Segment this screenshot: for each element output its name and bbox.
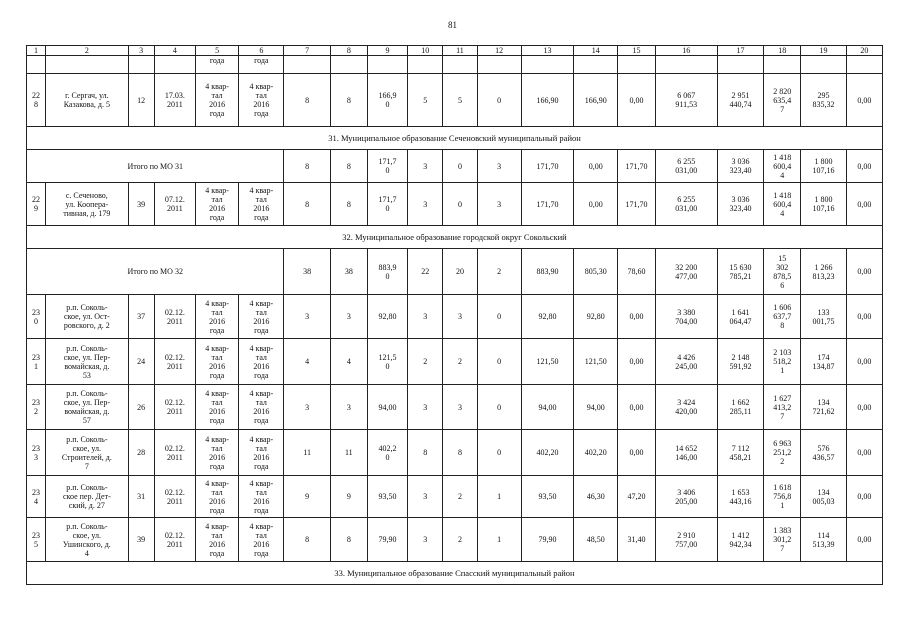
cell-c20: 0,00 xyxy=(846,339,882,385)
building-address: р.п. Соколь- ское, ул. Строителей, д. 7 xyxy=(46,430,128,476)
cell-c6: 4 квар- тал 2016 года xyxy=(239,339,284,385)
cell-c6: 4 квар- тал 2016 года xyxy=(239,183,284,226)
cell-c17: 1 641 064,47 xyxy=(717,295,763,339)
cell-c10: 2 xyxy=(408,339,443,385)
building-address: р.п. Соколь- ское, ул. Ост- ровского, д. 2 xyxy=(46,295,128,339)
cell-c7: 8 xyxy=(284,183,330,226)
cell-c8: 8 xyxy=(330,518,367,562)
cell-c15: 0,00 xyxy=(618,339,655,385)
cell-c5: 4 квар- тал 2016 года xyxy=(195,74,238,127)
cell-c14: 0,00 xyxy=(574,150,618,183)
building-row xyxy=(27,74,883,127)
cell-c9: 93,50 xyxy=(367,476,407,518)
column-number: 14 xyxy=(574,46,618,56)
column-number: 12 xyxy=(477,46,521,56)
column-number: 18 xyxy=(764,46,801,56)
section-heading: 31. Муниципальное образование Сеченовский муниципальный район xyxy=(27,127,883,150)
cell-c19: 1 800 107,16 xyxy=(801,183,846,226)
cell-c13: 94,00 xyxy=(521,385,573,430)
building-row xyxy=(27,476,883,518)
cell-c18: 1 418 600,4 4 xyxy=(764,150,801,183)
cell-c14: 94,00 xyxy=(574,385,618,430)
subtotal-row xyxy=(27,150,883,183)
building-row xyxy=(27,339,883,385)
page-number: 81 xyxy=(448,20,457,30)
cell-c6: 4 квар- тал 2016 года xyxy=(239,518,284,562)
cell-c15: 171,70 xyxy=(618,183,655,226)
cell-c11: 8 xyxy=(443,430,477,476)
building-row xyxy=(27,183,883,226)
cell-c14: 805,30 xyxy=(574,249,618,295)
building-address: с. Сеченово, ул. Коопера- тивная, д. 179 xyxy=(46,183,128,226)
cell-c8: 9 xyxy=(330,476,367,518)
cell-c6: 4 квар- тал 2016 года xyxy=(239,476,284,518)
column-number: 11 xyxy=(443,46,477,56)
cell-c20: 0,00 xyxy=(846,385,882,430)
cell-c3: 39 xyxy=(128,183,154,226)
cell-c15: 0,00 xyxy=(618,74,655,127)
cell-c16: 14 652 146,00 xyxy=(655,430,717,476)
cell-c20: 0,00 xyxy=(846,430,882,476)
cell-c12: 0 xyxy=(477,74,521,127)
cell-c9: 166,9 0 xyxy=(367,74,407,127)
cell-c5: 4 квар- тал 2016 года xyxy=(195,295,238,339)
cell-c8: 3 xyxy=(330,385,367,430)
cell-c8: 8 xyxy=(330,150,367,183)
row-number: 23 0 xyxy=(27,295,46,339)
cell-c8: 8 xyxy=(330,74,367,127)
cell-c8: 38 xyxy=(330,249,367,295)
cell-c14: 166,90 xyxy=(574,74,618,127)
cell-c8: 11 xyxy=(330,430,367,476)
row-number: 23 2 xyxy=(27,385,46,430)
cell-c12: 3 xyxy=(477,183,521,226)
cell-c11: 2 xyxy=(443,518,477,562)
section-heading-row xyxy=(27,562,883,585)
cell-c19: 1 266 813,23 xyxy=(801,249,846,295)
row-number: 22 9 xyxy=(27,183,46,226)
cell-c4: 02.12. 2011 xyxy=(154,430,195,476)
cell-c16: 6 255 031,00 xyxy=(655,183,717,226)
cell-c7: 3 xyxy=(284,385,330,430)
cell-c8: 8 xyxy=(330,183,367,226)
cell-c6: 4 квар- тал 2016 года xyxy=(239,74,284,127)
cell-c14: 402,20 xyxy=(574,430,618,476)
cell-c20: 0,00 xyxy=(846,183,882,226)
cell-c16: 6 067 911,53 xyxy=(655,74,717,127)
cell-c16: 3 380 704,00 xyxy=(655,295,717,339)
cell-c13: 171,70 xyxy=(521,150,573,183)
section-heading-row xyxy=(27,226,883,249)
section-heading: 33. Муниципальное образование Спасский муниципальный район xyxy=(27,562,883,585)
cell-c6: 4 квар- тал 2016 года xyxy=(239,295,284,339)
housing-register-table xyxy=(26,45,883,585)
cell-c16: 3 406 205,00 xyxy=(655,476,717,518)
cell-c16: 32 200 477,00 xyxy=(655,249,717,295)
cell-c19: 295 835,32 xyxy=(801,74,846,127)
cell-c3: 39 xyxy=(128,518,154,562)
cell-c17: 2 951 440,74 xyxy=(717,74,763,127)
cell-c13: 402,20 xyxy=(521,430,573,476)
cell-c13: 121,50 xyxy=(521,339,573,385)
building-address: г. Сергач, ул. Казакова, д. 5 xyxy=(46,74,128,127)
carry-over-row xyxy=(27,56,883,74)
building-row xyxy=(27,295,883,339)
cell-c10: 3 xyxy=(408,150,443,183)
cell-c20: 0,00 xyxy=(846,518,882,562)
section-heading: 32. Муниципальное образование городской округ Сокольский xyxy=(27,226,883,249)
cell-c10: 8 xyxy=(408,430,443,476)
cell-c6: 4 квар- тал 2016 года xyxy=(239,430,284,476)
cell-c4: 02.12. 2011 xyxy=(154,476,195,518)
cell-c17: 3 036 323,40 xyxy=(717,150,763,183)
cell-c7: 8 xyxy=(284,74,330,127)
subtotal-label: Итого по МО 32 xyxy=(27,249,284,295)
section-heading-row xyxy=(27,127,883,150)
cell-c12: 1 xyxy=(477,518,521,562)
cell-c19: 133 001,75 xyxy=(801,295,846,339)
cell-c5: 4 квар- тал 2016 года xyxy=(195,430,238,476)
cell-c4: 07.12. 2011 xyxy=(154,183,195,226)
column-number: 10 xyxy=(408,46,443,56)
cell-c10: 3 xyxy=(408,183,443,226)
cell-c18: 2 820 635,4 7 xyxy=(764,74,801,127)
cell-c12: 0 xyxy=(477,385,521,430)
cell-c11: 0 xyxy=(443,183,477,226)
cell-c7: 9 xyxy=(284,476,330,518)
cell-c18: 15 302 878,5 6 xyxy=(764,249,801,295)
cell-c15: 78,60 xyxy=(618,249,655,295)
column-number: 9 xyxy=(367,46,407,56)
cell-c5: 4 квар- тал 2016 года xyxy=(195,385,238,430)
cell-c18: 6 963 251,2 2 xyxy=(764,430,801,476)
cell-c9: 883,9 0 xyxy=(367,249,407,295)
cell-c6: 4 квар- тал 2016 года xyxy=(239,385,284,430)
column-number: 2 xyxy=(46,46,128,56)
subtotal-row xyxy=(27,249,883,295)
cell-c3: 24 xyxy=(128,339,154,385)
cell-c5: 4 квар- тал 2016 года xyxy=(195,183,238,226)
cell-c11: 20 xyxy=(443,249,477,295)
cell-c9: 171,7 0 xyxy=(367,183,407,226)
cell-c15: 171,70 xyxy=(618,150,655,183)
building-row xyxy=(27,385,883,430)
cell-c4: 17.03. 2011 xyxy=(154,74,195,127)
cell-c19: 576 436,57 xyxy=(801,430,846,476)
cell-c15: 0,00 xyxy=(618,430,655,476)
cell-c13: 166,90 xyxy=(521,74,573,127)
cell-c14: 121,50 xyxy=(574,339,618,385)
cell-c5: 4 квар- тал 2016 года xyxy=(195,518,238,562)
cell-c6: года xyxy=(239,56,284,74)
cell-c13: 171,70 xyxy=(521,183,573,226)
column-number: 16 xyxy=(655,46,717,56)
cell-c11: 2 xyxy=(443,476,477,518)
cell-c11: 0 xyxy=(443,150,477,183)
cell-c3: 31 xyxy=(128,476,154,518)
cell-c12: 2 xyxy=(477,249,521,295)
column-number: 8 xyxy=(330,46,367,56)
cell-c10: 3 xyxy=(408,518,443,562)
column-number: 1 xyxy=(27,46,46,56)
cell-c14: 46,30 xyxy=(574,476,618,518)
row-number: 22 8 xyxy=(27,74,46,127)
cell-c3: 12 xyxy=(128,74,154,127)
cell-c11: 3 xyxy=(443,385,477,430)
cell-c9: 92,80 xyxy=(367,295,407,339)
cell-c17: 7 112 458,21 xyxy=(717,430,763,476)
cell-c9: 79,90 xyxy=(367,518,407,562)
row-number: 23 3 xyxy=(27,430,46,476)
cell-c17: 1 662 285,11 xyxy=(717,385,763,430)
column-number-row xyxy=(27,46,883,56)
cell-c14: 92,80 xyxy=(574,295,618,339)
cell-c19: 114 513,39 xyxy=(801,518,846,562)
cell-c15: 0,00 xyxy=(618,295,655,339)
cell-c17: 2 148 591,92 xyxy=(717,339,763,385)
cell-c14: 0,00 xyxy=(574,183,618,226)
cell-c17: 3 036 323,40 xyxy=(717,183,763,226)
cell-c14: 48,50 xyxy=(574,518,618,562)
building-row xyxy=(27,430,883,476)
column-number: 5 xyxy=(195,46,238,56)
cell-c10: 3 xyxy=(408,385,443,430)
cell-c13: 92,80 xyxy=(521,295,573,339)
cell-c20: 0,00 xyxy=(846,74,882,127)
column-number: 13 xyxy=(521,46,573,56)
building-address: р.п. Соколь- ское, ул. Пер- вомайская, д. 53 xyxy=(46,339,128,385)
cell-c12: 3 xyxy=(477,150,521,183)
cell-c20: 0,00 xyxy=(846,295,882,339)
row-number: 23 5 xyxy=(27,518,46,562)
cell-c4: 02.12. 2011 xyxy=(154,295,195,339)
column-number: 7 xyxy=(284,46,330,56)
cell-c19: 1 800 107,16 xyxy=(801,150,846,183)
cell-c4: 02.12. 2011 xyxy=(154,339,195,385)
cell-c16: 6 255 031,00 xyxy=(655,150,717,183)
column-number: 20 xyxy=(846,46,882,56)
cell-c10: 5 xyxy=(408,74,443,127)
cell-c13: 79,90 xyxy=(521,518,573,562)
cell-c20: 0,00 xyxy=(846,150,882,183)
cell-c5: года xyxy=(195,56,238,74)
cell-c7: 11 xyxy=(284,430,330,476)
row-number: 23 1 xyxy=(27,339,46,385)
cell-c16: 4 426 245,00 xyxy=(655,339,717,385)
cell-c12: 1 xyxy=(477,476,521,518)
cell-c5: 4 квар- тал 2016 года xyxy=(195,476,238,518)
cell-c18: 1 627 413,2 7 xyxy=(764,385,801,430)
cell-c17: 1 412 942,34 xyxy=(717,518,763,562)
cell-c10: 22 xyxy=(408,249,443,295)
cell-c3: 37 xyxy=(128,295,154,339)
cell-c18: 1 618 756,8 1 xyxy=(764,476,801,518)
cell-c4: 02.12. 2011 xyxy=(154,385,195,430)
cell-c8: 4 xyxy=(330,339,367,385)
cell-c10: 3 xyxy=(408,295,443,339)
cell-c8: 3 xyxy=(330,295,367,339)
cell-c11: 3 xyxy=(443,295,477,339)
cell-c16: 3 424 420,00 xyxy=(655,385,717,430)
cell-c19: 174 134,87 xyxy=(801,339,846,385)
column-number: 6 xyxy=(239,46,284,56)
cell-c20: 0,00 xyxy=(846,249,882,295)
column-number: 15 xyxy=(618,46,655,56)
cell-c18: 2 103 518,2 1 xyxy=(764,339,801,385)
cell-c13: 883,90 xyxy=(521,249,573,295)
cell-c19: 134 005,03 xyxy=(801,476,846,518)
cell-c15: 47,20 xyxy=(618,476,655,518)
building-address: р.п. Соколь- ское пер. Дет- ский, д. 27 xyxy=(46,476,128,518)
cell-c18: 1 418 600,4 4 xyxy=(764,183,801,226)
cell-c5: 4 квар- тал 2016 года xyxy=(195,339,238,385)
row-number: 23 4 xyxy=(27,476,46,518)
cell-c16: 2 910 757,00 xyxy=(655,518,717,562)
cell-c19: 134 721,62 xyxy=(801,385,846,430)
cell-c7: 8 xyxy=(284,518,330,562)
cell-c7: 8 xyxy=(284,150,330,183)
cell-c13: 93,50 xyxy=(521,476,573,518)
cell-c12: 0 xyxy=(477,339,521,385)
building-row xyxy=(27,518,883,562)
building-address: р.п. Соколь- ское, ул. Ушинского, д. 4 xyxy=(46,518,128,562)
subtotal-label: Итого по МО 31 xyxy=(27,150,284,183)
cell-c4: 02.12. 2011 xyxy=(154,518,195,562)
cell-c7: 38 xyxy=(284,249,330,295)
cell-c15: 0,00 xyxy=(618,385,655,430)
cell-c3: 26 xyxy=(128,385,154,430)
cell-c18: 1 383 301,2 7 xyxy=(764,518,801,562)
column-number: 3 xyxy=(128,46,154,56)
cell-c9: 171,7 0 xyxy=(367,150,407,183)
cell-c15: 31,40 xyxy=(618,518,655,562)
cell-c17: 1 653 443,16 xyxy=(717,476,763,518)
cell-c11: 5 xyxy=(443,74,477,127)
building-address: р.п. Соколь- ское, ул. Пер- вомайская, д. 57 xyxy=(46,385,128,430)
cell-c12: 0 xyxy=(477,430,521,476)
column-number: 4 xyxy=(154,46,195,56)
cell-c10: 3 xyxy=(408,476,443,518)
cell-c11: 2 xyxy=(443,339,477,385)
cell-c9: 121,5 0 xyxy=(367,339,407,385)
column-number: 17 xyxy=(717,46,763,56)
cell-c7: 4 xyxy=(284,339,330,385)
column-number: 19 xyxy=(801,46,846,56)
cell-c20: 0,00 xyxy=(846,476,882,518)
cell-c18: 1 606 637,7 8 xyxy=(764,295,801,339)
cell-c12: 0 xyxy=(477,295,521,339)
cell-c17: 15 630 785,21 xyxy=(717,249,763,295)
cell-c9: 402,2 0 xyxy=(367,430,407,476)
cell-c9: 94,00 xyxy=(367,385,407,430)
cell-c3: 28 xyxy=(128,430,154,476)
cell-c7: 3 xyxy=(284,295,330,339)
